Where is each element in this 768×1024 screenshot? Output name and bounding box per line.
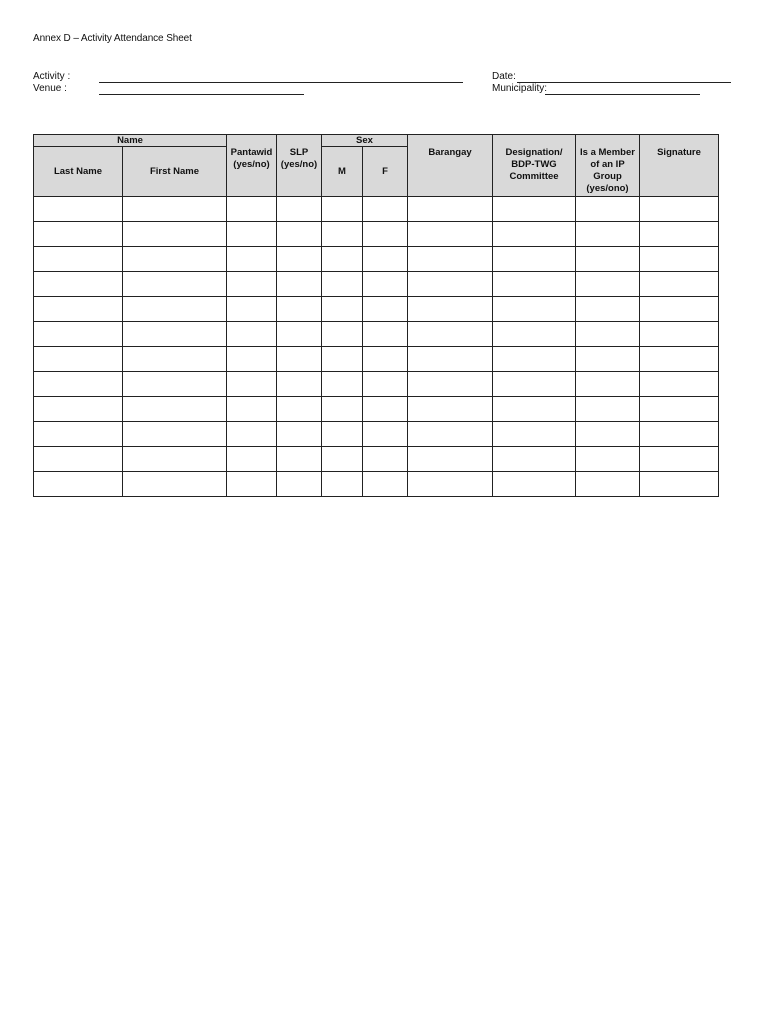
table-row (34, 422, 719, 447)
table-row (34, 347, 719, 372)
table-cell (227, 222, 277, 247)
table-cell (408, 247, 493, 272)
table-cell (277, 222, 322, 247)
table-cell (123, 247, 227, 272)
table-row (34, 322, 719, 347)
table-row (34, 197, 719, 222)
table-cell (408, 397, 493, 422)
attendance-rows (34, 197, 719, 497)
table-cell (576, 372, 640, 397)
table-cell (640, 297, 719, 322)
table-cell (363, 447, 408, 472)
table-cell (277, 472, 322, 497)
table-cell (277, 322, 322, 347)
designation-header: Designation/ BDP-TWG Committee (493, 135, 576, 197)
table-cell (123, 472, 227, 497)
table-row (34, 472, 719, 497)
table-row (34, 247, 719, 272)
last-name-header: Last Name (34, 147, 123, 197)
table-cell (493, 347, 576, 372)
table-cell (493, 197, 576, 222)
table-cell (123, 422, 227, 447)
signature-header: Signature (640, 135, 719, 197)
table-cell (123, 272, 227, 297)
table-cell (640, 272, 719, 297)
table-cell (576, 397, 640, 422)
table-row (34, 272, 719, 297)
table-cell (277, 197, 322, 222)
table-cell (123, 372, 227, 397)
table-cell (640, 372, 719, 397)
date-line (517, 73, 731, 83)
table-cell (640, 222, 719, 247)
table-cell (640, 347, 719, 372)
table-cell (34, 397, 123, 422)
venue-field (33, 83, 304, 95)
table-cell (277, 447, 322, 472)
table-cell (227, 472, 277, 497)
table-cell (363, 197, 408, 222)
table-cell (34, 272, 123, 297)
pantawid-header: Pantawid (yes/no) (227, 135, 277, 197)
table-cell (277, 372, 322, 397)
activity-label: Activity : (33, 71, 71, 82)
table-cell (493, 322, 576, 347)
table-cell (123, 447, 227, 472)
venue-line (99, 85, 304, 95)
table-cell (322, 297, 363, 322)
date-field (492, 71, 731, 83)
table-row (34, 447, 719, 472)
table-cell (640, 397, 719, 422)
table-cell (277, 397, 322, 422)
sex-group-header: Sex (322, 135, 408, 147)
table-cell (363, 422, 408, 447)
table-cell (363, 297, 408, 322)
table-cell (408, 422, 493, 447)
activity-field (33, 71, 463, 83)
table-cell (576, 297, 640, 322)
table-cell (576, 272, 640, 297)
table-cell (277, 347, 322, 372)
table-cell (277, 272, 322, 297)
table-cell (408, 347, 493, 372)
ip-member-header: Is a Member of an IP Group (yes/ono) (576, 135, 640, 197)
table-cell (227, 372, 277, 397)
table-row (34, 397, 719, 422)
table-cell (363, 472, 408, 497)
table-cell (363, 222, 408, 247)
table-cell (322, 322, 363, 347)
table-row (34, 222, 719, 247)
table-cell (322, 447, 363, 472)
table-cell (227, 447, 277, 472)
table-cell (576, 222, 640, 247)
table-cell (123, 197, 227, 222)
date-label: Date: (492, 71, 516, 82)
table-cell (322, 197, 363, 222)
municipality-field (492, 83, 700, 95)
document-title: Annex D – Activity Attendance Sheet (33, 33, 192, 44)
table-cell (123, 222, 227, 247)
table-cell (576, 197, 640, 222)
table-cell (363, 347, 408, 372)
table-cell (576, 247, 640, 272)
table-cell (640, 247, 719, 272)
table-cell (123, 397, 227, 422)
sex-f-header: F (363, 147, 408, 197)
table-cell (34, 322, 123, 347)
table-cell (34, 422, 123, 447)
table-cell (277, 247, 322, 272)
table-cell (322, 347, 363, 372)
table-cell (408, 472, 493, 497)
table-cell (363, 372, 408, 397)
table-cell (227, 272, 277, 297)
table-cell (227, 347, 277, 372)
attendance-table (33, 134, 719, 497)
table-cell (322, 372, 363, 397)
table-cell (408, 222, 493, 247)
table-cell (227, 422, 277, 447)
table-cell (408, 372, 493, 397)
table-cell (34, 222, 123, 247)
name-group-header: Name (34, 135, 227, 147)
slp-header: SLP (yes/no) (277, 135, 322, 197)
sex-m-header: M (322, 147, 363, 197)
barangay-header: Barangay (408, 135, 493, 197)
table-cell (493, 297, 576, 322)
table-cell (576, 447, 640, 472)
table-cell (493, 472, 576, 497)
table-cell (408, 447, 493, 472)
municipality-line (545, 85, 700, 95)
table-cell (408, 197, 493, 222)
activity-line (99, 73, 463, 83)
table-cell (493, 447, 576, 472)
table-cell (408, 297, 493, 322)
table-cell (640, 197, 719, 222)
table-cell (227, 197, 277, 222)
table-cell (363, 247, 408, 272)
venue-label: Venue : (33, 83, 67, 94)
table-cell (277, 297, 322, 322)
table-cell (493, 422, 576, 447)
table-cell (363, 272, 408, 297)
table-cell (576, 322, 640, 347)
table-cell (493, 247, 576, 272)
table-cell (227, 322, 277, 347)
table-cell (277, 422, 322, 447)
table-cell (34, 297, 123, 322)
table-cell (34, 372, 123, 397)
table-cell (34, 247, 123, 272)
table-cell (34, 447, 123, 472)
table-cell (640, 422, 719, 447)
table-cell (322, 422, 363, 447)
table-cell (493, 272, 576, 297)
table-cell (34, 472, 123, 497)
municipality-label: Municipality: (492, 83, 548, 94)
table-row (34, 297, 719, 322)
table-cell (322, 397, 363, 422)
first-name-header: First Name (123, 147, 227, 197)
table-cell (576, 472, 640, 497)
table-cell (123, 347, 227, 372)
table-cell (123, 297, 227, 322)
table-cell (640, 447, 719, 472)
table-cell (123, 322, 227, 347)
table-cell (576, 347, 640, 372)
table-cell (640, 472, 719, 497)
table-cell (493, 397, 576, 422)
table-cell (227, 247, 277, 272)
table-cell (640, 322, 719, 347)
table-cell (227, 397, 277, 422)
table-cell (408, 322, 493, 347)
table-cell (576, 422, 640, 447)
table-cell (322, 247, 363, 272)
table-cell (34, 347, 123, 372)
table-row (34, 372, 719, 397)
table-cell (493, 222, 576, 247)
table-cell (227, 297, 277, 322)
table-cell (363, 322, 408, 347)
table-cell (34, 197, 123, 222)
table-cell (322, 222, 363, 247)
table-cell (493, 372, 576, 397)
table-cell (363, 397, 408, 422)
table-cell (322, 272, 363, 297)
table-cell (322, 472, 363, 497)
table-cell (408, 272, 493, 297)
